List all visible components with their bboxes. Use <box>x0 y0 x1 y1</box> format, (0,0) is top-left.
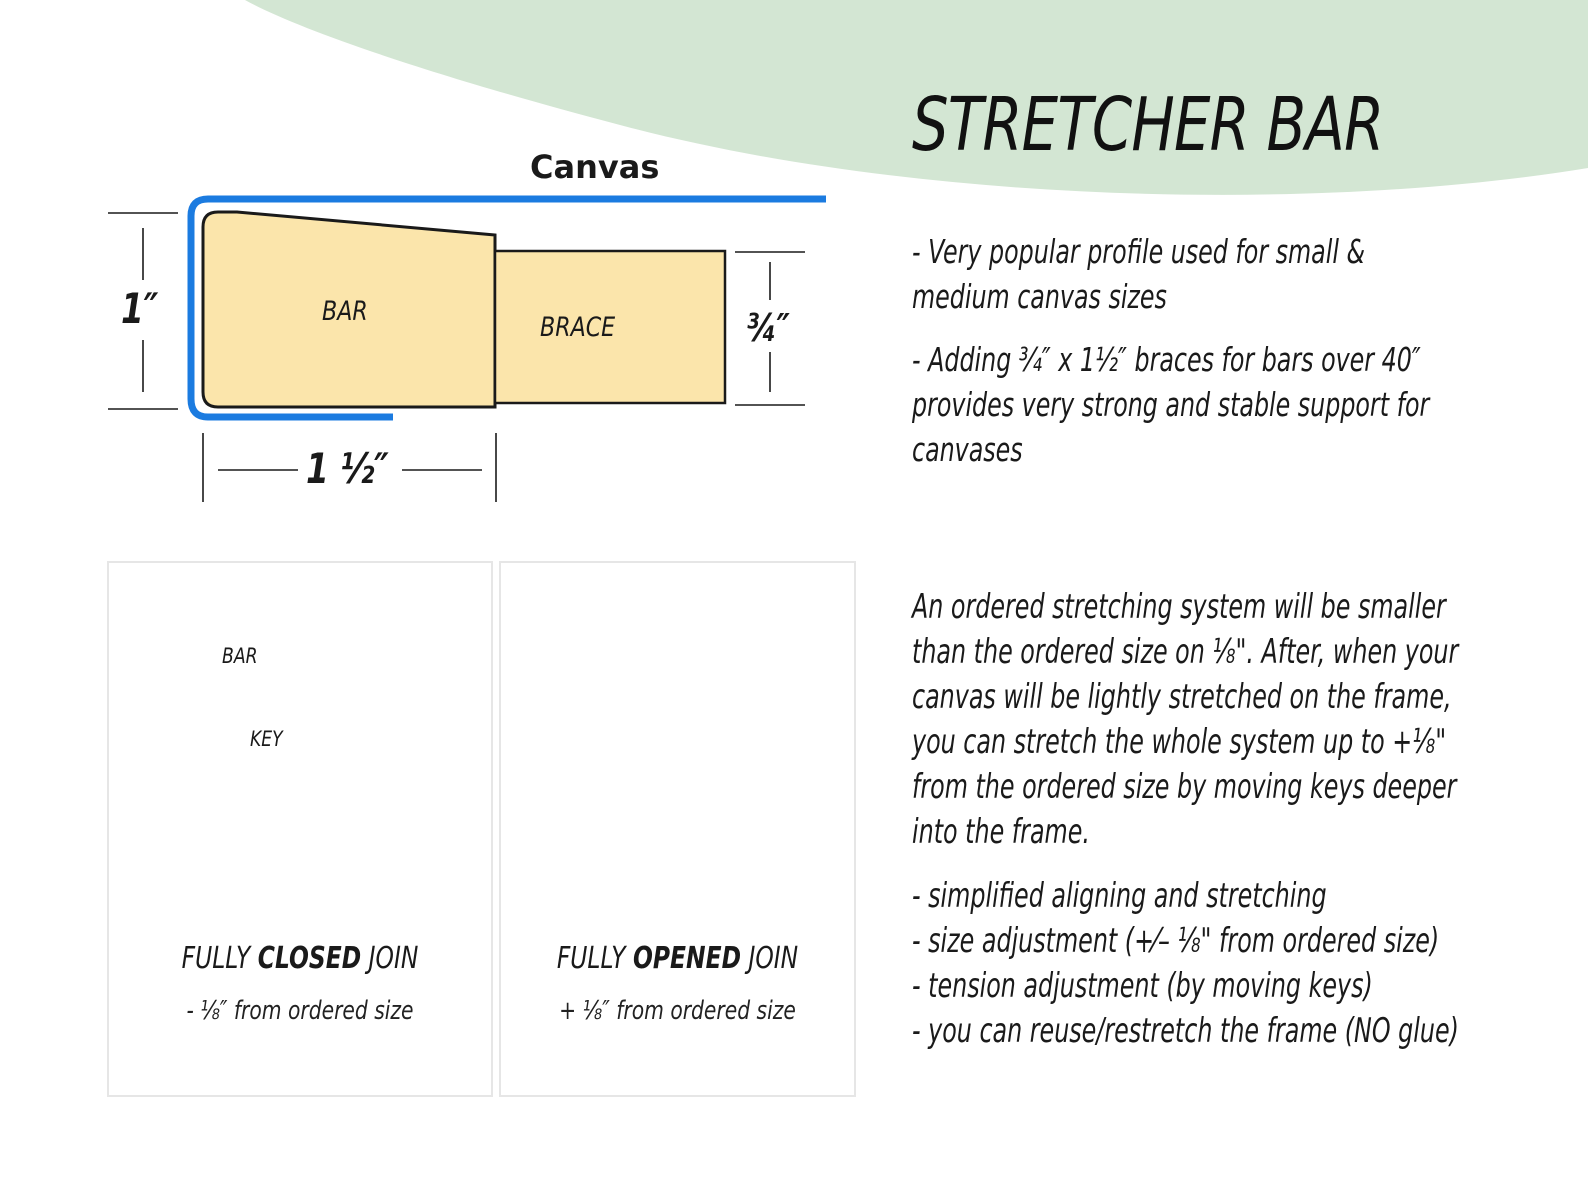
canvas-label: Canvas <box>530 148 660 186</box>
bar-label: BAR <box>322 296 368 327</box>
system-explanation: An ordered stretching system will be smaller than the ordered size on ⅛". After, when your canvas will be lightly stretched on the frame, you can stretch the whole system up to +⅛" from the ordered size by moving keys deeper into the frame. <box>912 587 1459 852</box>
height-dimension-label: 1″ <box>121 284 159 333</box>
closed-key-label: KEY <box>250 727 283 751</box>
benefit-item: - you can reuse/restretch the frame (NO glue) <box>912 1011 1459 1051</box>
brace-label: BRACE <box>540 312 616 343</box>
benefit-item: - size adjustment (+⁄– ⅛" from ordered size) <box>912 921 1440 961</box>
benefit-item: - simplified aligning and stretching <box>912 876 1327 916</box>
brace-dimension-label: ¾″ <box>746 306 790 350</box>
benefits-list <box>912 874 1459 1054</box>
description-bullet-1: - Very popular profile used for small & medium canvas sizes <box>912 232 1366 316</box>
description-bullet-2: - Adding ¾″ x 1½″ braces for bars over 40″ provides very strong and stable support for canvases <box>912 340 1430 469</box>
benefit-item: - tension adjustment (by moving keys) <box>912 966 1373 1006</box>
page-title: STRETCHER BAR <box>912 82 1384 168</box>
closed-bar-label: BAR <box>222 644 258 668</box>
width-dimension-label: 1 ½″ <box>306 444 389 493</box>
